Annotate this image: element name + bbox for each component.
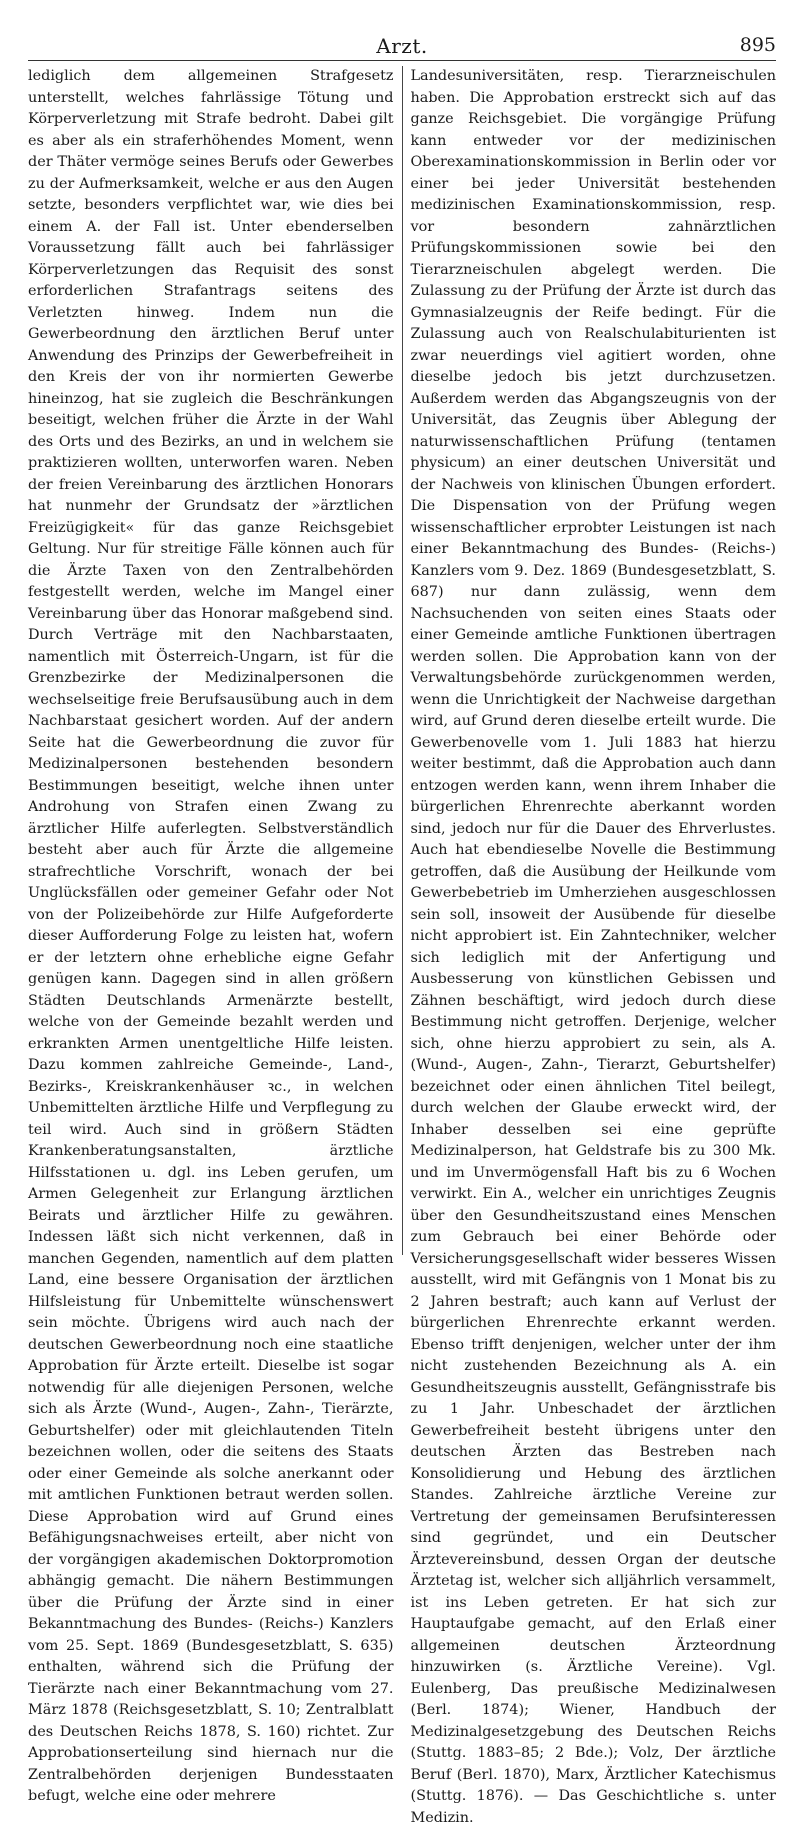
running-head: Arzt. [376, 34, 428, 58]
header-rule [28, 60, 776, 61]
left-column-text: lediglich dem allgemeinen Strafgesetz unterstellt, welches fahrlässige Tötung und Körperverletzung mit Strafe bedroht. Dabei gilt es aber als ein straferhöhendes Moment, wenn der Thäter vermöge seines Berufs oder Gewerbes zu der Aufmerksamkeit, welche er aus den Augen setzte, besonders verpflichtet war, wie dies bei einem A. der Fall ist. Unter ebenderselben Voraussetzung fällt auch bei fahrlässiger Körperverletzungen das Requisit des sonst erforderlichen Strafantrags seitens des Verletzten hinweg. Indem nun die Gewerbeordnung den ärztlichen Beruf unter Anwendung des Prinzips der Gewerbefreiheit in den Kreis der von ihr normierten Gewerbe hineinzog, hat sie zugleich die Beschränkungen beseitigt, welchen früher die Ärzte in der Wahl des Orts und des Bezirks, an und in welchem sie praktizieren wollten, unterworfen waren. Neben der freien Vereinbarung des ärztlichen Honorars hat nunmehr der Grundsatz der »ärztlichen Freizügigkeit« für das ganze Reichsgebiet Geltung. Nur für streitige Fälle können auch für die Ärzte Taxen von den Zentralbehörden festgestellt werden, welche im Mangel einer Vereinbarung über das Honorar maßgebend sind. Durch Verträge mit den Nachbarstaaten, namentlich mit Österreich-Ungarn, ist für die Grenzbezirke der Medizinalpersonen die wechselseitige freie Berufsausübung auch in dem Nachbarstaat gesichert worden. Auf der andern Seite hat die Gewerbeordnung die zuvor für Medizinalpersonen bestehenden besondern Bestimmungen beseitigt, welche ihnen unter Androhung von Strafen einen Zwang zu ärztlicher Hilfe auferlegten. Selbstverständlich besteht aber auch für Ärzte die allgemeine strafrechtliche Vorschrift, wonach der bei Unglücksfällen oder gemeiner Gefahr oder Not von der Polizeibehörde zur Hilfe Aufgeforderte dieser Aufforderung Folge zu leisten hat, wofern er der letztern ohne erhebliche eigne Gefahr genügen kann. Dagegen sind in allen größern Städten Deutschlands Armenärzte bestellt, welche von der Gemeinde bezahlt werden und erkrankten Armen unentgeltliche Hilfe leisten. Dazu kommen zahlreiche Gemeinde-, Land-, Bezirks-, Kreiskrankenhäuser ꝛc., in welchen Unbemittelten ärztliche Hilfe und Verpflegung zu teil wird. Auch sind in größern Städten Krankenberatungsanstalten, ärztliche Hilfsstationen u. dgl. ins Leben gerufen, um Armen Gelegenheit zur Erlangung ärztlichen Beirats und ärztlicher Hilfe zu gewähren. Indessen läßt sich nicht verkennen, daß in manchen Gegenden, namentlich auf dem platten Land, eine bessere Organisation der ärztlichen Hilfsleistung für Unbemittelte wünschenswert sein möchte. Übrigens wird auch nach der deutschen Gewerbeordnung noch eine staatliche Approbation für Ärzte erteilt. Dieselbe ist sogar notwendig für alle diejenigen Personen, welche sich als Ärzte (Wund-, Augen-, Zahn-, Tierärzte, Geburtshelfer) oder mit gleichlautenden Titeln bezeichnen wollen, oder die seitens des Staats oder einer Gemeinde als solche anerkannt oder mit amtlichen Funktionen betraut werden sollen. Diese Approbation wird auf Grund eines Befähigungsnachweises erteilt, aber nicht von der vorgängigen akademischen Doktorpromotion abhängig gemacht. Die nähern Bestimmungen über die Prüfung der Ärzte sind in einer Bekanntmachung des Bundes- (Reichs-) Kanzlers vom 25. Sept. 1869 (Bundesgesetzblatt, S. 635) enthalten, während sich die Prüfung der Tierärzte nach einer Bekanntmachung vom 27. März 1878 (Reichsgesetzblatt, S. 10; Zentralblatt des Deutschen Reichs 1878, S. 160) richtet. Zur Approbationserteilung sind hiernach nur die Zentralbehörden derjenigen Bundesstaaten befugt, welche eine oder mehrere [28, 68, 394, 1804]
right-column-text: Landesuniversitäten, resp. Tierarzneischulen haben. Die Approbation erstreckt sich auf das ganze Reichsgebiet. Die vorgängige Prüfung kann entweder vor der medizinischen Oberexaminationskommission in Berlin oder vor einer bei jeder Universität bestehenden medizinischen Examinationskommission, resp. vor besondern zahnärztlichen Prüfungskommissionen sowie bei den Tierarzneischulen abgelegt werden. Die Zulassung zu der Prüfung der Ärzte ist durch das Gymnasialzeugnis der Reife bedingt. Für die Zulassung auch von Realschulabiturienten ist zwar neuerdings viel agitiert worden, ohne dieselbe jedoch bis jetzt durchzusetzen. Außerdem werden das Abgangszeugnis von der Universität, das Zeugnis über Ablegung der naturwissenschaftlichen Prüfung (tentamen physicum) an einer deutschen Universität und der Nachweis von klinischen Übungen erfordert. Die Dispensation von der Prüfung wegen wissenschaftlicher erprobter Leistungen ist nach einer Bekanntmachung des Bundes- (Reichs-) Kanzlers vom 9. Dez. 1869 (Bundesgesetzblatt, S. 687) nur dann zulässig, wenn dem Nachsuchenden von seiten eines Staats oder einer Gemeinde amtliche Funktionen übertragen werden sollen. Die Approbation kann von der Verwaltungsbehörde zurückgenommen werden, wenn die Unrichtigkeit der Nachweise dargethan wird, auf Grund deren dieselbe erteilt wurde. Die Gewerbenovelle vom 1. Juli 1883 hat hierzu weiter bestimmt, daß die Approbation auch dann entzogen werden kann, wenn ihrem Inhaber die bürgerlichen Ehrenrechte aberkannt worden sind, jedoch nur für die Dauer des Ehrverlustes. Auch hat ebendieselbe Novelle die Bestimmung getroffen, daß die Ausübung der Heilkunde vom Gewerbebetrieb im Umherziehen ausgeschlossen sein soll, insoweit der Ausübende für dieselbe nicht approbiert ist. Ein Zahntechniker, welcher sich lediglich mit der Anfertigung und Ausbesserung von künstlichen Gebissen und Zähnen beschäftigt, wird jedoch durch diese Bestimmung nicht getroffen. Derjenige, welcher sich, ohne hierzu approbiert zu sein, als A. (Wund-, Augen-, Zahn-, Tierarzt, Geburtshelfer) bezeichnet oder einen ähnlichen Titel beilegt, durch welchen der Glaube erweckt wird, der Inhaber desselben sei eine geprüfte Medizinalperson, hat Geldstrafe bis zu 300 Mk. und im Unvermögensfall Haft bis zu 6 Wochen verwirkt. Ein A., welcher ein unrichtiges Zeugnis über den Gesundheitszustand eines Menschen zum Gebrauch bei einer Behörde oder Versicherungsgesellschaft wider besseres Wissen ausstellt, wird mit Gefängnis von 1 Monat bis zu 2 Jahren bestraft; auch kann auf Verlust der bürgerlichen Ehrenrechte erkannt werden. Ebenso trifft denjenigen, welcher unter der ihm nicht zustehenden Bezeichnung als A. ein Gesundheitszeugnis ausstellt, Gefängnisstrafe bis zu 1 Jahr. Unbeschadet der ärztlichen Gewerbefreiheit besteht übrigens unter den deutschen Ärzten das Bestreben nach Konsolidierung und Hebung des ärztlichen Standes. Zahlreiche ärztliche Vereine zur Vertretung der gemeinsamen Berufsinteressen sind gegründet, und ein Deutscher Ärztevereinsbund, dessen Organ der deutsche Ärztetag ist, welcher sich alljährlich versammelt, ist ins Leben getreten. Er hat sich zur Hauptaufgabe gemacht, auf den Erlaß einer allgemeinen deutschen Ärzteordnung hinzuwirken (s. Ärztliche Vereine). Vgl. Eulenberg, Das preußische Medizinalwesen (Berl. 1874); Wiener, Handbuch der Medizinalgesetzgebung des Deutschen Reichs (Stuttg. 1883–85; 2 Bde.); Volz, Der ärztliche Beruf (Berl. 1870), Marx, Ärztlicher Katechismus (Stuttg. 1876). — Das Geschichtliche s. unter Medizin. [410, 68, 776, 1826]
right-column [403, 66, 777, 1826]
page-number: 895 [739, 34, 776, 56]
left-column [28, 66, 402, 1804]
page-header [28, 28, 776, 68]
text-columns [28, 66, 776, 1826]
